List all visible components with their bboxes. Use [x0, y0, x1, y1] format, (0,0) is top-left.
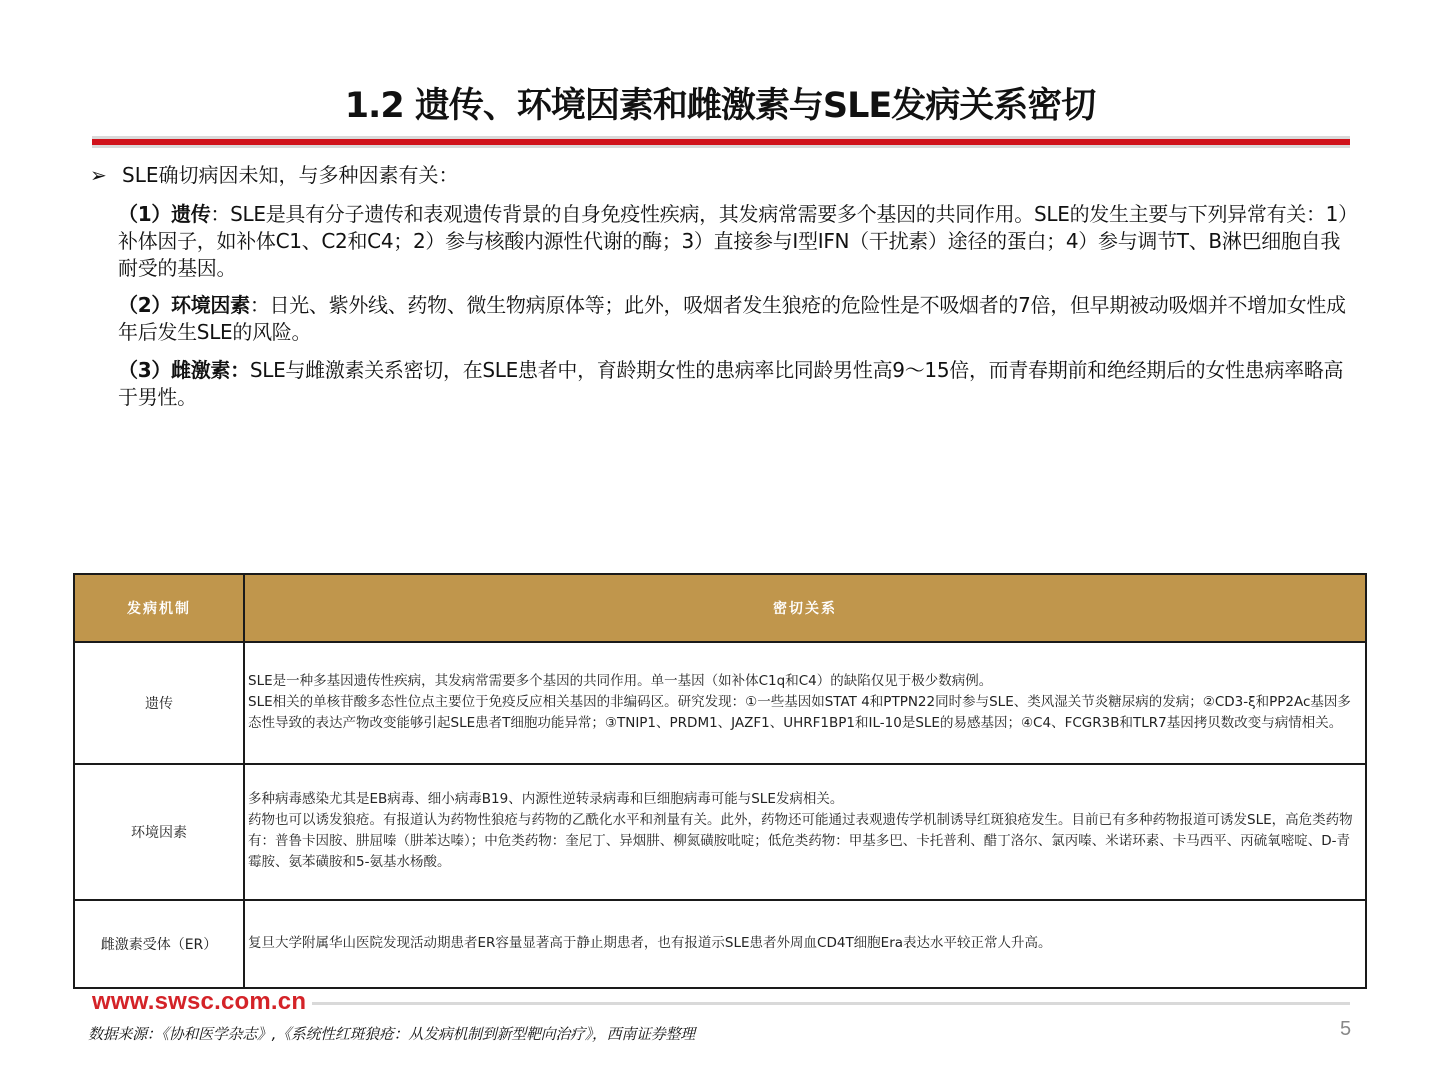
- table-header-row: [74, 574, 1366, 642]
- genetics-label: （1）遗传: [118, 202, 211, 226]
- mechanism-cell: 遗传: [74, 642, 244, 764]
- page-title: 1.2 遗传、环境因素和雌激素与SLE发病关系密切: [344, 86, 1096, 126]
- relation-line: SLE相关的单核苷酸多态性位点主要位于免疫反应相关基因的非编码区。研究发现：①一些基因如STAT 4和PTPN22同时参与SLE、类风湿关节炎糖尿病的发病；②CD3-ξ和PP2Ac基因多态性导致的表达产物改变能够引起SLE患者T细胞功能异常；③TNIP1、PRDM1、JAZF1、UHRF1BP1和IL-10是SLE的易感基因；④C4、FCGR3B和TLR7基因拷贝数改变与病情相关。: [248, 693, 1351, 731]
- relation-cell: [244, 764, 1366, 900]
- table-row: [74, 900, 1366, 988]
- relation-cell: [244, 900, 1366, 988]
- page-number: 5: [1340, 1018, 1352, 1040]
- intro-text: SLE确切病因未知，与多种因素有关：: [122, 163, 459, 187]
- environment-text: ：日光、紫外线、药物、微生物病原体等；此外，吸烟者发生狼疮的危险性是不吸烟者的7倍，但早期被动吸烟并不增加女性成年后发生SLE的风险。: [118, 293, 1346, 344]
- relation-cell: [244, 642, 1366, 764]
- genetics-paragraph: [118, 201, 1354, 282]
- genetics-text: ：SLE是具有分子遗传和表观遗传背景的自身免疫性疾病，其发病常需要多个基因的共同作用。SLE的发生主要与下列异常有关：1）补体因子，如补体C1、C2和C4；2）参与核酸内源性代谢的酶；3）直接参与Ⅰ型IFN（干扰素）途径的蛋白；4）参与调节T、B淋巴细胞自我耐受的基因。: [118, 202, 1348, 280]
- data-source: 数据来源：《协和医学杂志》,《系统性红斑狼疮：从发病机制到新型靶向治疗》，西南证券整理: [88, 1025, 695, 1043]
- environment-paragraph: [118, 292, 1354, 346]
- table-row: [74, 642, 1366, 764]
- footer-divider: [312, 1002, 1350, 1005]
- mechanism-cell: 雌激素受体（ER）: [74, 900, 244, 988]
- table-row: [74, 764, 1366, 900]
- relation-line: 复旦大学附属华山医院发现活动期患者ER容量显著高于静止期患者，也有报道示SLE患者外周血CD4T细胞Era表达水平较正常人升高。: [248, 934, 1052, 951]
- table-header-mechanism: 发病机制: [74, 574, 244, 642]
- arrow-bullet-icon: ➢: [90, 163, 107, 187]
- title-divider: [92, 136, 1350, 148]
- relation-line: 药物也可以诱发狼疮。有报道认为药物性狼疮与药物的乙酰化水平和剂量有关。此外，药物还可能通过表观遗传学机制诱导红斑狼疮发生。目前已有多种药物报道可诱发SLE，高危类药物有：普鲁卡因胺、肼屈嗪（肼苯达嗪）；中危类药物：奎尼丁、异烟肼、柳氮磺胺吡啶；低危类药物：甲基多巴、卡托普利、醋丁洛尔、氯丙嗪、米诺环素、卡马西平、丙硫氧嘧啶、D-青霉胺、氨苯磺胺和5-氨基水杨酸。: [248, 812, 1353, 870]
- environment-label: （2）环境因素: [118, 293, 250, 317]
- mechanism-table: [73, 573, 1367, 989]
- relation-line: SLE是一种多基因遗传性疾病，其发病常需要多个基因的共同作用。单一基因（如补体C1q和C4）的缺陷仅见于极少数病例。: [248, 672, 993, 689]
- estrogen-paragraph: [118, 357, 1354, 411]
- intro-bullet: [90, 161, 458, 189]
- estrogen-label: （3）雌激素：: [118, 358, 250, 382]
- relation-line: 多种病毒感染尤其是EB病毒、细小病毒B19、内源性逆转录病毒和巨细胞病毒可能与SLE发病相关。: [248, 791, 844, 807]
- footer-url-link[interactable]: www.swsc.com.cn: [92, 988, 307, 1015]
- mechanism-cell: 环境因素: [74, 764, 244, 900]
- table-header-relation: 密切关系: [244, 574, 1366, 642]
- estrogen-text: SLE与雌激素关系密切，在SLE患者中，育龄期女性的患病率比同龄男性高9～15倍，而青春期前和绝经期后的女性患病率略高于男性。: [118, 358, 1344, 409]
